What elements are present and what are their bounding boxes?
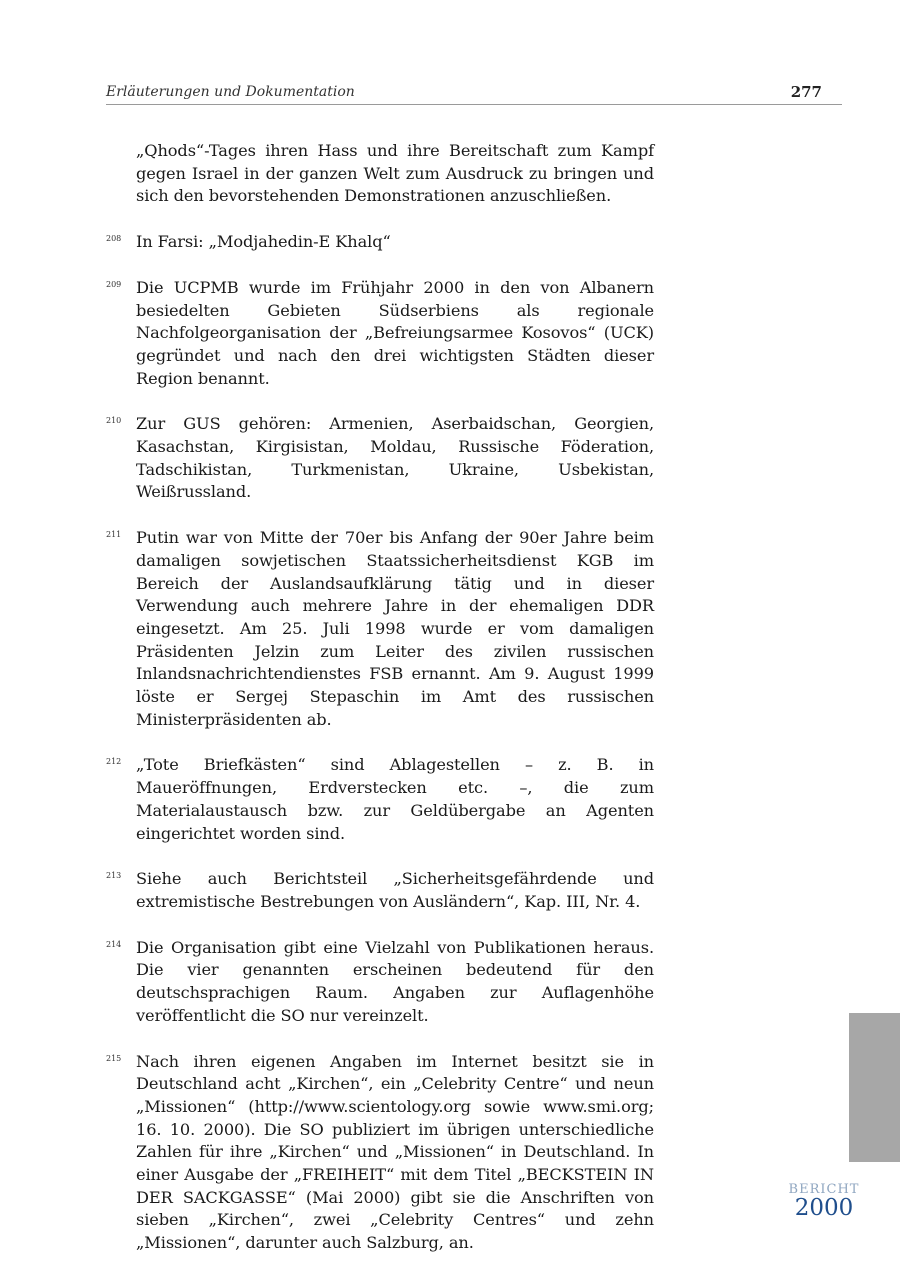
- logo-year: 2000: [794, 1195, 854, 1221]
- footnotes-section: [106, 140, 654, 1278]
- footnote-text: Nach ihren eigenen Angaben im Internet besitzt sie in Deutschland acht „Kirchen“, ein „Celebrity Centre“ und neun „Missionen“ (http://www.scientology.org sowie www.smi.org; 16. 10. 2000). Die SO publiziert im übrigen unterschiedliche Zahlen für ihre „Kirchen“ und „Missionen“ in Deutschland. In einer Ausgabe der „FREIHEIT“ mit dem Titel „BECKSTEIN IN DER SACKGASSE“ (Mai 2000) gibt sie die Anschriften von sieben „Kirchen“, zwei „Celebrity Centres“ und zehn „Missionen“, darunter auch Salzburg, an.: [136, 1051, 654, 1253]
- footnote-number: 208: [106, 234, 122, 244]
- logo-word: BERICHT: [788, 1182, 860, 1197]
- footnote-208: [106, 231, 654, 254]
- footnote-text: In Farsi: „Modjahedin-E Khalq“: [136, 232, 391, 252]
- footnote-215: [106, 1051, 654, 1255]
- footnote-continuation: [106, 140, 654, 208]
- footnote-text: Siehe auch Berichtsteil „Sicherheitsgefährdende und extremistische Bestrebungen von Ausländern“, Kap. III, Nr. 4.: [136, 869, 654, 911]
- footnote-number: 210: [106, 416, 122, 426]
- footnote-text: „Qhods“-Tages ihren Hass und ihre Bereitschaft zum Kampf gegen Israel in der ganzen Welt zum Ausdruck zu bringen und sich den bevorstehenden Demonstrationen anzuschließen.: [136, 141, 654, 206]
- footnote-text: „Tote Briefkästen“ sind Ablagestellen – z. B. in Maueröffnungen, Erdverstecken etc. –, die zum Materialaustausch bzw. zur Geldübergabe an Agenten eingerichtet worden sind.: [136, 755, 654, 843]
- footnote-212: [106, 754, 654, 845]
- bericht-2000-logo: [788, 1182, 860, 1219]
- footnote-214: [106, 937, 654, 1028]
- running-header: [106, 82, 842, 105]
- footnote-number: 212: [106, 757, 122, 767]
- footnote-213: [106, 868, 654, 913]
- footnote-number: 214: [106, 939, 122, 949]
- footnote-211: [106, 527, 654, 731]
- footnote-text: Zur GUS gehören: Armenien, Aserbaidschan, Georgien, Kasachstan, Kirgisistan, Moldau, Russische Föderation, Tadschikistan, Turkmenistan, Ukraine, Usbekistan, Weißrussland.: [136, 414, 654, 502]
- footnote-210: [106, 413, 654, 504]
- footnote-number: 209: [106, 279, 122, 289]
- footnote-number: 211: [106, 530, 122, 540]
- page-number: 277: [790, 83, 822, 101]
- footnote-text: Die Organisation gibt eine Vielzahl von Publikationen heraus. Die vier genannten erscheinen bedeutend für den deutschsprachigen Raum. Angaben zur Auflagenhöhe veröffentlicht die SO nur vereinzelt.: [136, 937, 654, 1025]
- header-title: Erläuterungen und Dokumentation: [106, 84, 355, 100]
- footnote-number: 215: [106, 1053, 122, 1063]
- chapter-side-tab: [849, 1013, 900, 1162]
- footnote-text: Putin war von Mitte der 70er bis Anfang der 90er Jahre beim damaligen sowjetischen Staatssicherheitsdienst KGB im Bereich der Auslandsaufklärung tätig und in dieser Verwendung auch mehrere Jahre in der ehemaligen DDR eingesetzt. Am 25. Juli 1998 wurde er vom damaligen Präsidenten Jelzin zum Leiter des zivilen russischen Inlandsnachrichtendienstes FSB ernannt. Am 9. August 1999 löste er Sergej Stepaschin im Amt des russischen Ministerpräsidenten ab.: [136, 528, 654, 729]
- footnote-text: Die UCPMB wurde im Frühjahr 2000 in den von Albanern besiedelten Gebieten Südserbiens als regionale Nachfolgeorganisation der „Befreiungsarmee Kosovos“ (UCK) gegründet und nach den drei wichtigsten Städten dieser Region benannt.: [136, 277, 654, 388]
- footnote-209: [106, 277, 654, 391]
- footnote-number: 213: [106, 871, 122, 881]
